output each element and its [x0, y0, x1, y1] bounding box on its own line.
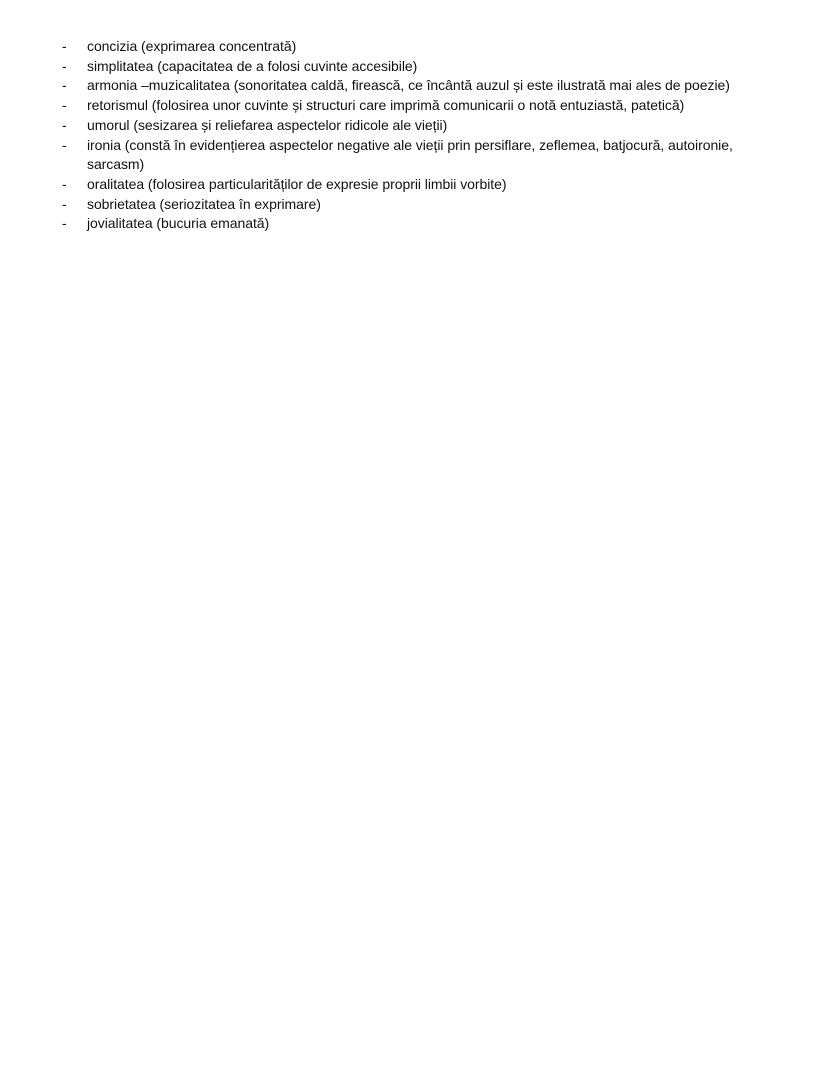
- dash-marker: -: [62, 38, 67, 54]
- list-item-text: concizia (exprimarea concentrată): [87, 38, 297, 54]
- dash-marker: -: [62, 97, 67, 114]
- dash-marker: -: [62, 215, 67, 232]
- list-item-ironia: [62, 136, 792, 175]
- dash-marker: -: [62, 57, 67, 74]
- list-item-sobrietatea: [62, 195, 792, 215]
- dash-marker: -: [62, 136, 67, 153]
- list-item-text: umorul (sesizarea și reliefarea aspectelor ridicole ale vieții): [87, 116, 448, 133]
- dash-marker: -: [62, 175, 67, 192]
- list-item-simplitatea: [62, 57, 792, 77]
- list-item-text: armonia –muzicalitatea (sonoritatea caldă, firească, ce încântă auzul și este ilustrată mai ales de poezie): [87, 77, 730, 94]
- style-qualities-list: [62, 37, 792, 234]
- list-item-text: retorismul (folosirea unor cuvinte și structuri care imprimă comunicarii o notă entuziastă, patetică): [87, 97, 685, 114]
- list-item-concizia: [62, 37, 792, 57]
- list-item-text: jovialitatea (bucuria emanată): [87, 215, 270, 232]
- list-item-text: oralitatea (folosirea particularităților de expresie proprii limbii vorbite): [87, 175, 507, 192]
- list-item-umorul: [62, 116, 792, 136]
- list-item-text: ironia (constă în evidențierea aspectelor negative ale vieții prin persiflare, zeflemea, batjocură, autoironie, sarcasm): [87, 136, 733, 173]
- list-item-jovialitatea: [62, 214, 792, 234]
- list-item-retorismul: [62, 96, 792, 116]
- list-item-oralitatea: [62, 175, 792, 195]
- list-item-armonia: [62, 76, 792, 96]
- dash-marker: -: [62, 195, 67, 212]
- list-item-text: simplitatea (capacitatea de a folosi cuvinte accesibile): [87, 57, 418, 74]
- list-item-text: sobrietatea (seriozitatea în exprimare): [87, 195, 321, 212]
- dash-marker: -: [62, 77, 67, 94]
- dash-marker: -: [62, 116, 67, 133]
